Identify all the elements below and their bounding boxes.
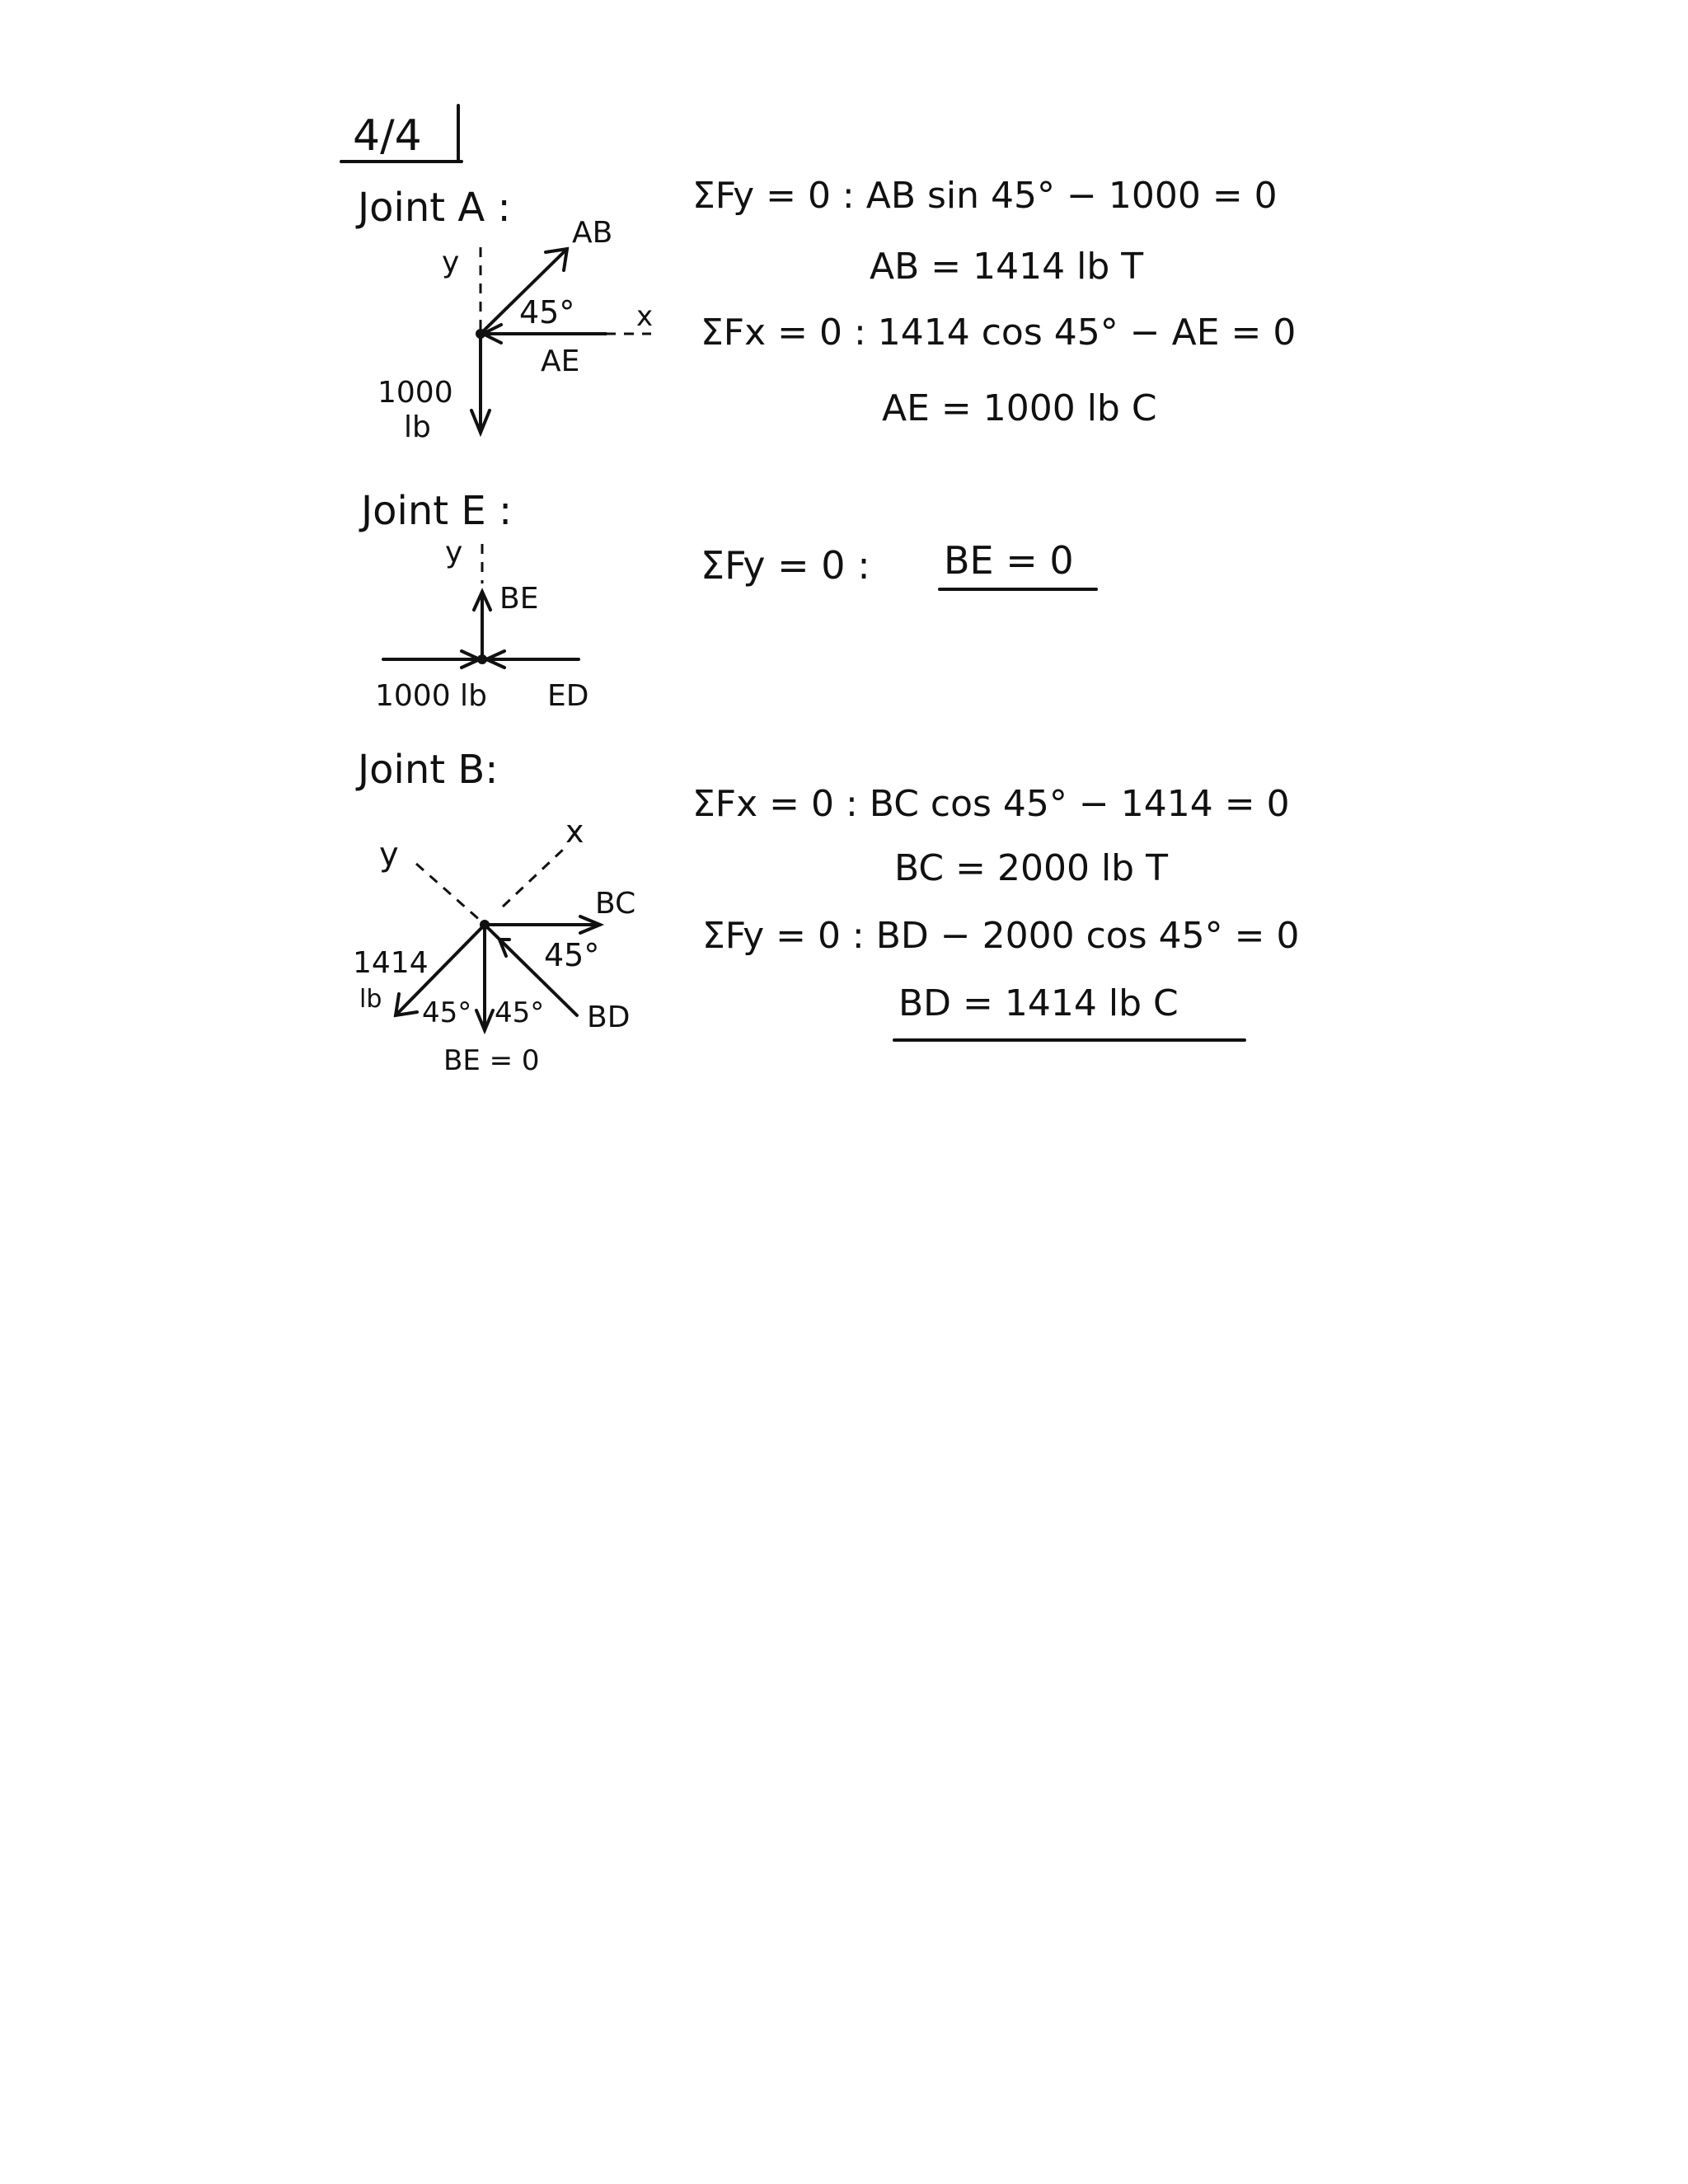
joint-e-section xyxy=(359,488,1096,713)
joint-e-ed-label: ED xyxy=(547,679,589,713)
problem-number: 4/4 xyxy=(353,111,422,161)
joint-b-eq2: ΣFy = 0 : BD − 2000 cos 45° = 0 xyxy=(702,915,1300,957)
joint-b-y-axis xyxy=(416,864,481,921)
joint-e-left-force-label: 1000 lb xyxy=(375,679,487,713)
joint-a-load-unit: lb xyxy=(404,410,431,444)
joint-a-angle-label: 45° xyxy=(519,294,575,330)
joint-b-eq1: ΣFx = 0 : BC cos 45° − 1414 = 0 xyxy=(692,783,1290,825)
joint-a-fbd xyxy=(377,216,653,444)
joint-a-eq1: ΣFy = 0 : AB sin 45° − 1000 = 0 xyxy=(692,175,1278,217)
joint-b-angle-right: 45° xyxy=(544,937,600,973)
joint-a-load-value: 1000 xyxy=(377,376,453,410)
joint-b-x-label: x xyxy=(565,813,584,850)
joint-b-section xyxy=(353,747,1299,1077)
joint-a-res1: AB = 1414 lb T xyxy=(870,246,1144,288)
joint-b-y-label: y xyxy=(379,836,399,874)
joint-e-res1: BE = 0 xyxy=(944,538,1074,583)
joint-a-ae-label: AE xyxy=(541,344,580,378)
joint-e-node xyxy=(477,654,487,664)
joint-e-title: Joint E : xyxy=(361,488,513,534)
joint-a-title: Joint A : xyxy=(358,185,511,231)
joint-a-res2: AE = 1000 lb C xyxy=(882,387,1157,429)
joint-e-y-label: y xyxy=(445,536,463,569)
joint-e-fbd xyxy=(375,536,588,713)
joint-e-be-label: BE xyxy=(499,582,539,616)
joint-b-bd-label: BD xyxy=(587,1001,631,1034)
joint-a-x-label: x xyxy=(636,300,654,333)
joint-e-eq1: ΣFy = 0 : xyxy=(701,543,870,588)
joint-a-ab-label: AB xyxy=(572,216,613,250)
joint-b-res1: BC = 2000 lb T xyxy=(894,847,1168,889)
joint-b-left-force-value: 1414 xyxy=(353,946,429,980)
joint-b-left-force-unit: lb xyxy=(359,985,382,1014)
joint-b-fbd xyxy=(353,813,635,1077)
joint-b-res2: BD = 1414 lb C xyxy=(898,982,1179,1024)
joint-b-title: Joint B: xyxy=(358,747,499,793)
joint-b-x-axis xyxy=(503,849,564,907)
joint-b-be-zero: BE = 0 xyxy=(443,1044,540,1077)
joint-b-node xyxy=(480,920,490,930)
joint-a-node xyxy=(476,329,485,339)
joint-a-section xyxy=(355,175,1296,444)
joint-b-bc-label: BC xyxy=(595,887,636,921)
joint-a-eq2: ΣFx = 0 : 1414 cos 45° − AE = 0 xyxy=(701,312,1296,354)
joint-a-y-label: y xyxy=(442,246,460,279)
joint-b-angle-left: 45° xyxy=(422,996,472,1029)
joint-b-angle-mid: 45° xyxy=(495,996,545,1029)
